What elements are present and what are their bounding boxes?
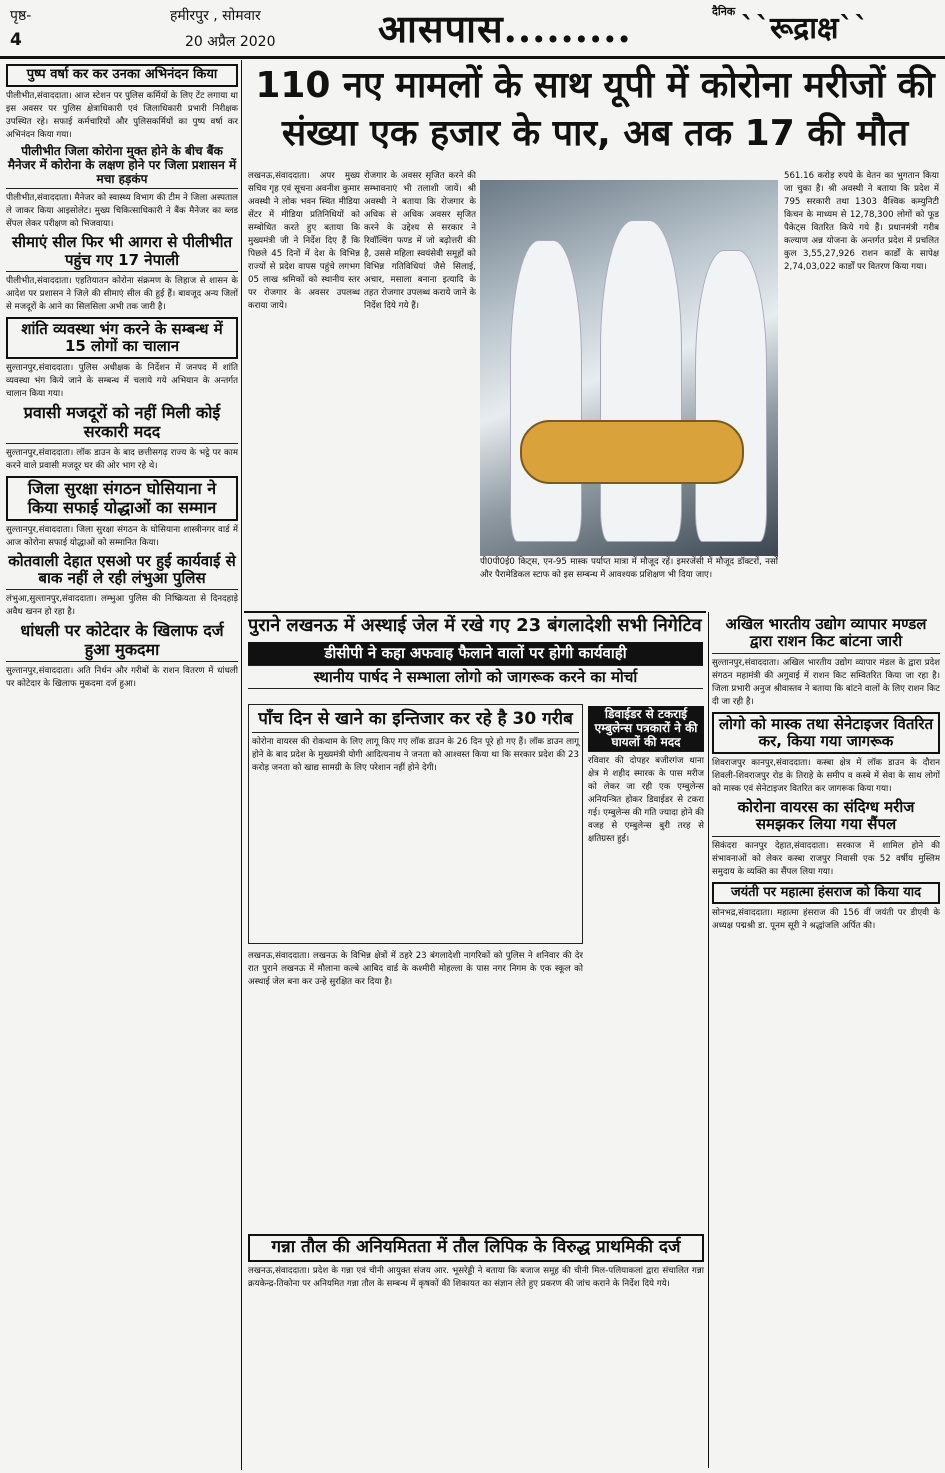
- story-body: कोरोना वायरस की रोकथाम के लिए लागू किए गए लॉक डाउन के 26 दिन पूरे हो गए हैं। लॉक डाउन लागू होने के बाद प्रदेश के मुख्यमंत्री योगी आदित्यनाथ ने जनता को आश्वस्त किया था कि सरकार प्रदेश की 23 करोड़ जनता को खाद्य सामग्री के लिए परेशान नहीं होने देगी।: [252, 736, 579, 773]
- bangladeshi-story-body: [248, 950, 583, 1230]
- story-subheadline: डीसीपी ने कहा अफवाह फैलाने वालों पर होगी कार्यवाही: [248, 642, 703, 666]
- left-story-8: [6, 622, 238, 691]
- story-body: पीलीभीत,संवाददाता। एहतियातन कोरोना संक्रमण के लिहाज से शासन के आदेश पर प्रशासन ने जिले की सीमाएं सील की हुई हैं। बावजूद अन्य जिलों से मजदूरों के आने का सिलसिला अभी तक जारी है।: [6, 275, 238, 312]
- photo-caption: [480, 556, 778, 610]
- story-body: सोनभद्र,संवाददाता। महात्मा हंसराज की 156 वीं जयंती पर डीएवी के अध्यक्ष पद्मश्री डा. पूनम सूरी ने श्रद्धांजलि अर्पित की।: [712, 908, 940, 932]
- garib-story: [248, 704, 583, 944]
- story-headline: प्रवासी मजदूरों को नहीं मिली कोई सरकारी मदद: [6, 404, 238, 444]
- dainik-label: दैनिक: [712, 5, 736, 18]
- news-photo: [480, 180, 778, 556]
- ppe-worker-figure: [510, 240, 582, 542]
- left-story-2: [6, 145, 238, 231]
- story-body: सुल्तानपुर,संवाददाता। जिला सुरक्षा संगठन के घोसियाना शास्त्रीनगर वार्ड में आज कोरोना सफाई योद्धाओं को सम्मानित किया।: [6, 524, 238, 548]
- story-body: सुल्तानपुर,संवाददाता। अति निर्धन और गरीबों के राशन वितरण में धांधली पर कोटेदार के खिलाफ मुकदमा दर्ज हुआ।: [6, 666, 238, 690]
- right-story-3: [712, 799, 940, 879]
- lead-headline-line2: संख्या एक हजार के पार, अब तक 17 की मौत: [281, 113, 909, 154]
- main-story-col3: [480, 170, 778, 180]
- story-subheadline: स्थानीय पार्षद ने सम्भाला लोगो को जागरूक करने का मोर्चा: [248, 669, 703, 689]
- story-body: लखनऊ,संवाददाता। अपर मुख्य सचिव गृह एवं सूचना अवनीश कुमार अवस्थी ने लोक भवन स्थित मीडिया सेंटर में मीडिया प्रतिनिधियों को सम्बोधित करते हुए बताया कि मुख्यमंत्री जी ने निर्देश दिए हैं कि पिछले 45 दिनों में देश के विभिन्न राज्यों से प्रदेश वापस पहुंचे लगभग 05 लाख श्रमिकों को स्थानीय स्तर पर रोजगार के अवसर उपलब्ध कराया जाये।: [248, 171, 360, 311]
- right-story-4: [712, 882, 940, 934]
- story-body: लखनऊ,संवाददाता। लखनऊ के विभिन्न क्षेत्रों में ठहरे 23 बंगलादेशी नागरिकों को पुलिस ने शनिवार की देर रात पुराने लखनऊ में मौलाना कल्बे आबिद वार्ड के कश्मीरी मोहल्ला के पास नगर निगम के एक स्कूल को अस्थाई जेल बना कर उन्हे सुरक्षित कर दिया है।: [248, 951, 583, 987]
- ganna-story: [248, 1232, 704, 1468]
- photo-caption-text: पी0पी0ई0 किट्स, एन-95 मास्क पर्याप्त मात्रा में मौजूद रहें। इमरजेंसी में मौजूद डॉक्टरों, नर्सों और पैरामेडिकल स्टाफ को इस सम्बन्ध में आवश्यक प्रशिक्षण भी दिया जाए।: [480, 557, 778, 580]
- column-divider: [241, 60, 242, 1470]
- story-body: सुल्तानपुर,संवाददाता। लॉक डाउन के बाद छत्तीसगढ़ राज्य के भट्ठे पर काम करने वाले प्रवासी मजदूर घर की ओर भाग रहे थे।: [6, 448, 238, 472]
- masthead: [0, 0, 945, 59]
- right-story-1: [712, 616, 940, 709]
- story-body: रोजगार के अवसर सृजित करने की सम्भावनाएं भी तलाशी जायें। श्री अवस्थी ने बताया कि रोजगार के अधिक से अधिक अवसर सृजित करने के उद्देश्य से सरकार ने रिवॉल्विंग फण्ड में जो बढ़ोत्तरी की है, उससे महिला स्वयंसेवी समूहों को विभिन्न गतिविधियां जैसे सिलाई, अचार, मसाला बनाना इत्यादि के तहत रोजगार उपलब्ध कराये जाने के निर्देश दिये गये हैं।: [364, 171, 476, 311]
- story-headline: पुष्प वर्षा कर कर उनका अभिनंदन किया: [6, 64, 238, 87]
- story-headline: लोगो को मास्क तथा सेनेटाइजर वितरित कर, किया गया जागरूक: [712, 712, 940, 755]
- city-day: हमीरपुर , सोमवार: [170, 8, 261, 24]
- section-title: आसपास.........: [378, 6, 632, 51]
- left-story-7: [6, 553, 238, 620]
- story-headline: शांति व्यवस्था भंग करने के सम्बन्ध में 15 लोगों का चालान: [6, 317, 238, 360]
- page-label: पृष्ठ-: [10, 8, 32, 24]
- page-number: 4: [10, 30, 22, 50]
- story-headline: गन्ना तौल की अनियमितता में तौल लिपिक के विरुद्ध प्राथमिकी दर्ज: [248, 1234, 704, 1262]
- story-headline: डिवाईडर से टकराई एम्बुलेन्स पत्रकारों ने की घायलों की मदद: [588, 706, 704, 752]
- right-story-2: [712, 712, 940, 797]
- left-story-1: [6, 64, 238, 142]
- story-body: पीलीभीत,संवाददाता। आज स्टेशन पर पुलिस कर्मियों के लिए टेंट लगाया था इस अवसर पर पुलिस क्षेत्राधिकारी एवं जिलाधिकारी प्रभारी निरीक्षक उपस्थित रहे। सफाई कर्मचारियों और पुलिसकर्मियों का पुष्प वर्षा कर अभिनंदन किया गया।: [6, 90, 238, 140]
- story-body: 561.16 करोड़ रुपये के वेतन का भुगतान किया जा चुका है। श्री अवस्थी ने बताया कि प्रदेश में 795 सरकारी तथा 1303 वैश्विक कम्युनिटी किचन के माध्यम से 12,78,300 लोगों को फूड पैकेट्स वितरित किये गये हैं। प्रधानमंत्री गरीब कल्याण अन्न योजना के अन्तर्गत प्रदेश में प्रचलित कुल 3,55,27,926 राशन कार्डों के सापेक्ष 2,74,03,022 कार्डों पर वितरण किया गया।: [784, 171, 939, 272]
- story-headline: कोतवाली देहात एसओ पर हुई कार्यवाई से बाक नहीं ले रही लंभुआ पुलिस: [6, 553, 238, 591]
- story-headline: कोरोना वायरस का संदिग्ध मरीज समझकर लिया गया सैंपल: [712, 799, 940, 837]
- left-news-column: [6, 62, 238, 1467]
- story-body: लंभुआ,सुल्तानपुर,संवाददाता। लम्भुआ पुलिस की निष्क्रियता से दिनदहाड़े अवैध खनन हो रहा है।: [6, 594, 238, 618]
- jail-story-head: [248, 614, 703, 702]
- left-story-4: [6, 317, 238, 402]
- left-story-5: [6, 404, 238, 473]
- right-news-column: [712, 614, 940, 1468]
- stretcher-shape: [520, 420, 744, 484]
- story-headline: पीलीभीत जिला कोरोना मुक्त होने के बीच बैंक मैनेजर में कोरोना के लक्षण होने पर जिला प्रशासन में मचा हड़कंप: [6, 145, 238, 189]
- column-divider: [708, 612, 709, 1468]
- issue-date: 20 अप्रैल 2020: [185, 34, 276, 50]
- left-story-6: [6, 476, 238, 550]
- story-body: रविवार की दोपहर बजीरगंज थाना क्षेत्र मे शहीद स्मारक के पास मरीज को लेकर जा रही एक एम्बुलेन्स अनियन्त्रित होकर डिवाईडर से टकरा गई। एम्बुलेन्स की गति ज्यादा होने की वजह से एम्बुलेन्स बुरी तरह से क्षतिग्रस्त हुई।: [588, 756, 704, 845]
- left-story-3: [6, 234, 238, 314]
- story-body: सुल्तानपुर,संवाददाता। अखिल भारतीय उद्योग व्यापार मंडल के द्वारा प्रदेश संगठन महामंत्री की अगुवाई में राशन किट सम्वितरित किया जा रहा है। जिला प्रभारी अनुज श्रीवास्तव ने बताया कि बांटने वालों के लिए राशन किट दी जा रही है।: [712, 657, 940, 707]
- story-body: सिकंदरा कानपुर देहात,संवाददाता। सरकाज में शामिल होने की संभावनाओं को लेकर कस्बा राजपुर निवासी एक 52 वर्षीय मुस्लिम समुदाय के व्यक्ति का सैंपल लिया गया।: [712, 840, 940, 877]
- ppe-worker-figure: [695, 250, 767, 542]
- story-headline: अखिल भारतीय उद्योग व्यापार मण्डल द्वारा राशन किट बांटना जारी: [712, 616, 940, 654]
- lead-headline-line1: 110 नए मामलों के साथ यूपी में कोरोना मरीजों की: [255, 65, 935, 106]
- main-story-col4: [784, 170, 939, 610]
- story-headline: जयंती पर महात्मा हंसराज को किया याद: [712, 882, 940, 905]
- story-body: सुल्तानपुर,संवाददाता। पुलिस अधीक्षक के निर्देशन में जनपद में शांति व्यवस्था भंग किये जाने के सम्बन्ध में चलाये गये अभियान के अन्तर्गत चालान किया गया।: [6, 363, 238, 400]
- main-story-col1: [248, 170, 360, 610]
- story-body: पीलीभीत,संवाददाता। मैनेजर को स्वास्थ्य विभाग की टीम ने जिला अस्पताल ले जाकर किया आइसोलेट। मुख्य चिकित्साधिकारी ने बैंक मैनेजर का ब्लड सेंपल लेकर परीक्षण को भिजवाया।: [6, 193, 238, 230]
- story-headline: धांधली पर कोटेदार के खिलाफ दर्ज हुआ मुकदमा: [6, 622, 238, 662]
- ppe-worker-figure: [600, 220, 682, 542]
- ambulance-story: [588, 704, 704, 1284]
- story-headline: पुराने लखनऊ में अस्थाई जेल में रखे गए 23 बंगलादेशी सभी निगेटिव: [248, 615, 702, 636]
- story-headline: जिला सुरक्षा संगठन घोसियाना ने किया सफाई योद्धाओं का सम्मान: [6, 476, 238, 521]
- story-headline: पाँच दिन से खाने का इन्तिजार कर रहे है 30 गरीब: [252, 710, 579, 733]
- section-divider: [244, 611, 706, 613]
- newspaper-brand: ``रूद्राक्ष``: [740, 11, 869, 46]
- story-body: शिवराजपुर कानपुर,संवाददाता। कस्बा क्षेत्र में लॉक डाउन के दौरान शिवली-शिवराजपुर रोड के तिराहे के समीप व कस्बे में सेवा के साथ लोगों को मास्क एवं सेनेटाइजर वितरित कर जागरूक किया गया।: [712, 758, 940, 794]
- lead-headline: [250, 62, 940, 158]
- story-body: लखनऊ,संवाददाता। प्रदेश के गन्ना एवं चीनी आयुक्त संजय आर. भूसरेड्डी ने बताया कि बजाज समूह की चीनी मिल-पलियाकलां द्वारा संचालित गन्ना क्रयकेन्द्र-तिकोना पर अनियमित गन्ना तौल के सम्बन्ध में कृषकों की शिकायत का संज्ञान लेते हुए प्रकरण की जांच कराने के निर्देश दिये गये।: [248, 1265, 704, 1289]
- main-story-col2: [364, 170, 476, 610]
- story-headline: सीमाएं सील फिर भी आगरा से पीलीभीत पहुंच गए 17 नेपाली: [6, 234, 238, 272]
